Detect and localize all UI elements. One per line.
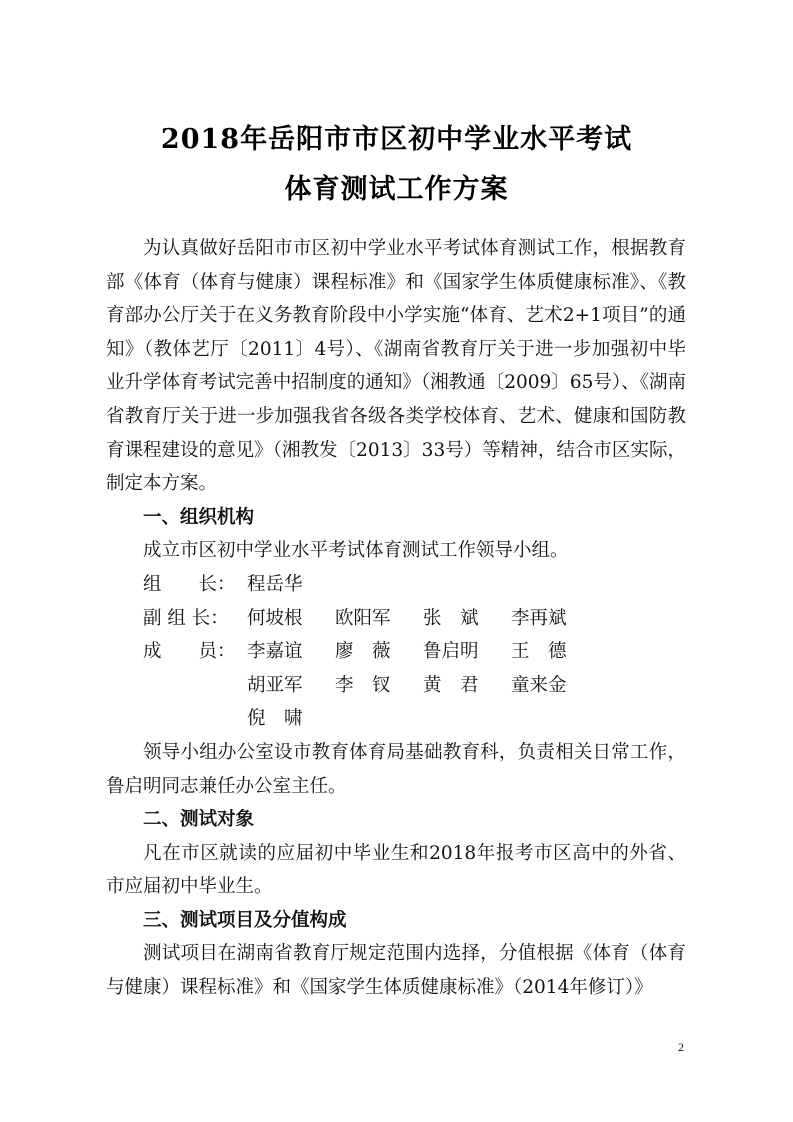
document-title-line2: 体育测试工作方案 <box>284 174 509 205</box>
intro-paragraph: 为认真做好岳阳市市区初中学业水平考试体育测试工作，根据教育部《体育（体育与健康）课程标准》和《国家学生体质健康标准》、《教育部办公厅关于在义务教育阶段中小学实施“体育、艺术2+1项目”的通知》（教体艺厅〔2011〕4号）、《湖南省教育厅关于进一步加强初中毕业升学体育考试完善中招制度的通知》（湘教通〔2009〕65号）、《湖南省教育厅关于进一步加强我省各级各类学校体育、艺术、健康和国防教育课程建设的意见》（湘教发〔2013〕33号）等精神，结合市区实际，制定本方案。 <box>106 238 686 495</box>
document-body <box>106 232 686 1005</box>
deputy-name: 欧阳军 <box>335 607 391 629</box>
section1-intro: 成立市区初中学业水平考试体育测试工作领导小组。 <box>143 540 569 562</box>
member-row-3 <box>106 702 686 736</box>
leader-row <box>106 568 686 602</box>
deputy-name: 李再斌 <box>511 607 567 629</box>
member-name: 廖 薇 <box>335 641 391 663</box>
leader-label: 组 长： <box>143 573 236 595</box>
member-name: 王 德 <box>511 641 567 663</box>
member-name: 李嘉谊 <box>247 641 303 663</box>
office-paragraph: 领导小组办公室设市教育体育局基础教育科，负责相关日常工作，鲁启明同志兼任办公室主任。 <box>106 741 686 797</box>
page-number: 2 <box>678 1040 684 1054</box>
section1-heading: 一、组织机构 <box>143 506 255 528</box>
member-name: 童来金 <box>511 674 567 696</box>
section2-paragraph: 凡在市区就读的应届初中毕业生和2018年报考市区高中的外省、市应届初中毕业生。 <box>106 842 686 898</box>
document-title-line1: 2018年岳阳市市区初中学业水平考试 <box>160 124 633 155</box>
leader-name: 程岳华 <box>247 573 303 595</box>
deputy-name: 张 斌 <box>423 607 479 629</box>
section3-paragraph: 测试项目在湖南省教育厅规定范围内选择，分值根据《体育（体育与健康）课程标准》和《国家学生体质健康标准》（2014年修订）》 <box>106 943 686 999</box>
member-name: 黄 君 <box>423 674 479 696</box>
member-row-1 <box>106 635 686 669</box>
deputy-row <box>106 602 686 636</box>
deputy-name: 何坡根 <box>247 607 303 629</box>
member-name: 胡亚军 <box>247 674 303 696</box>
section2-heading: 二、测试对象 <box>143 809 255 831</box>
member-label: 成 员： <box>143 641 236 663</box>
member-name: 倪 啸 <box>247 708 303 730</box>
deputy-label: 副 组 长： <box>143 607 229 629</box>
member-row-2 <box>106 669 686 703</box>
member-name: 李 钗 <box>335 674 391 696</box>
section3-heading: 三、测试项目及分值构成 <box>143 909 347 931</box>
member-name: 鲁启明 <box>423 641 479 663</box>
